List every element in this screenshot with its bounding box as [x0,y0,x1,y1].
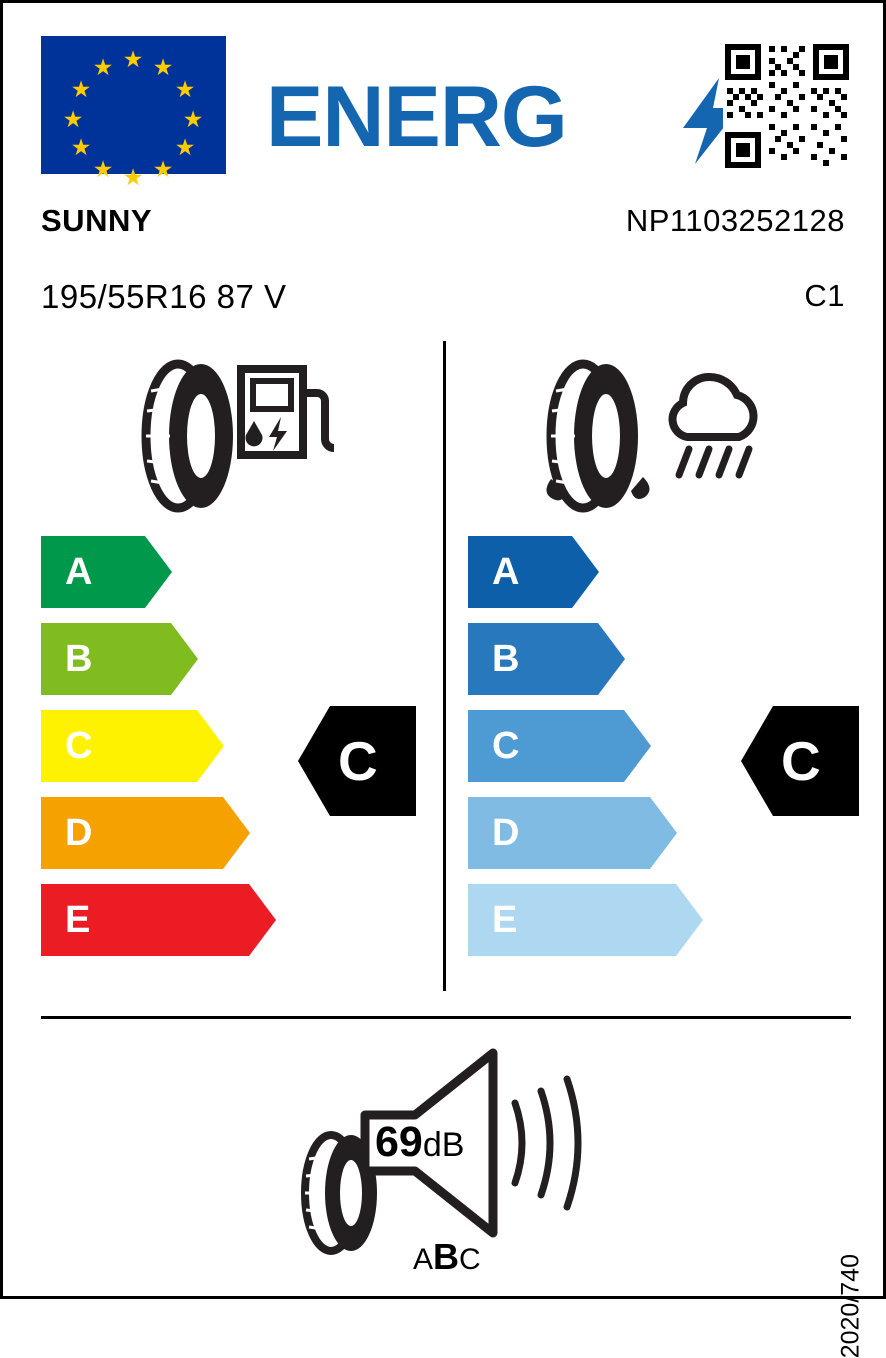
tyre-icon [146,364,233,508]
fuel-grade-value: C [338,730,378,792]
tyre-size: 195/55R16 87 V [41,278,287,315]
wet-grade-value: C [781,730,821,792]
grade-label: E [65,898,91,941]
tyre-icon [546,364,649,508]
noise-class-row [413,1236,481,1278]
noise-class-c: C [459,1243,481,1276]
grade-label: B [492,637,520,680]
wet-grip-result [741,706,859,816]
grade-bar-fuel-D [41,797,92,869]
regulation-reference: 2020/740 [836,1254,864,1358]
noise-db-number: 69 [375,1118,423,1166]
horizontal-divider [41,1016,851,1019]
noise-class-a: A [413,1243,434,1276]
label-header [41,36,851,190]
grade-label: D [492,811,520,854]
qr-code-icon [723,42,851,170]
noise-section [293,1043,593,1277]
grade-bar-wet-A [468,536,519,608]
fuel-efficiency-result [298,706,416,816]
grade-label: E [492,898,518,941]
brand-name: SUNNY [41,203,153,238]
tyre-class: C1 [804,278,845,313]
grade-bar-fuel-E [41,884,92,956]
grade-bar-wet-E [468,884,519,956]
grade-bar-fuel-C [41,710,92,782]
noise-class-b: B [433,1236,460,1277]
wet-grip-scale [468,536,519,971]
grade-label: C [65,724,93,767]
grade-label: B [65,637,93,680]
fuel-efficiency-scale [41,536,92,971]
rain-cloud-icon [673,377,754,475]
grade-bar-wet-C [468,710,519,782]
grade-label: C [492,724,520,767]
grade-bar-fuel-B [41,623,92,695]
grade-bar-wet-B [468,623,519,695]
energy-wordmark: ENERG [266,69,567,165]
vertical-divider [443,341,446,991]
sound-waves-icon [515,1079,578,1207]
grade-bar-fuel-A [41,536,92,608]
wet-grip-pictogram [533,351,793,521]
noise-db-unit: dB [422,1126,465,1164]
fuel-pump-icon [241,369,334,455]
grade-label: A [65,550,93,593]
product-code: NP1103252128 [625,203,845,238]
grade-label: A [492,550,520,593]
fuel-efficiency-pictogram [123,351,333,521]
noise-value [375,1118,464,1167]
grade-label: D [65,811,93,854]
eu-flag-icon: ★ ★ ★ ★ ★ ★ ★ ★ ★ ★ ★ ★ [41,36,226,174]
grade-bar-wet-D [468,797,519,869]
